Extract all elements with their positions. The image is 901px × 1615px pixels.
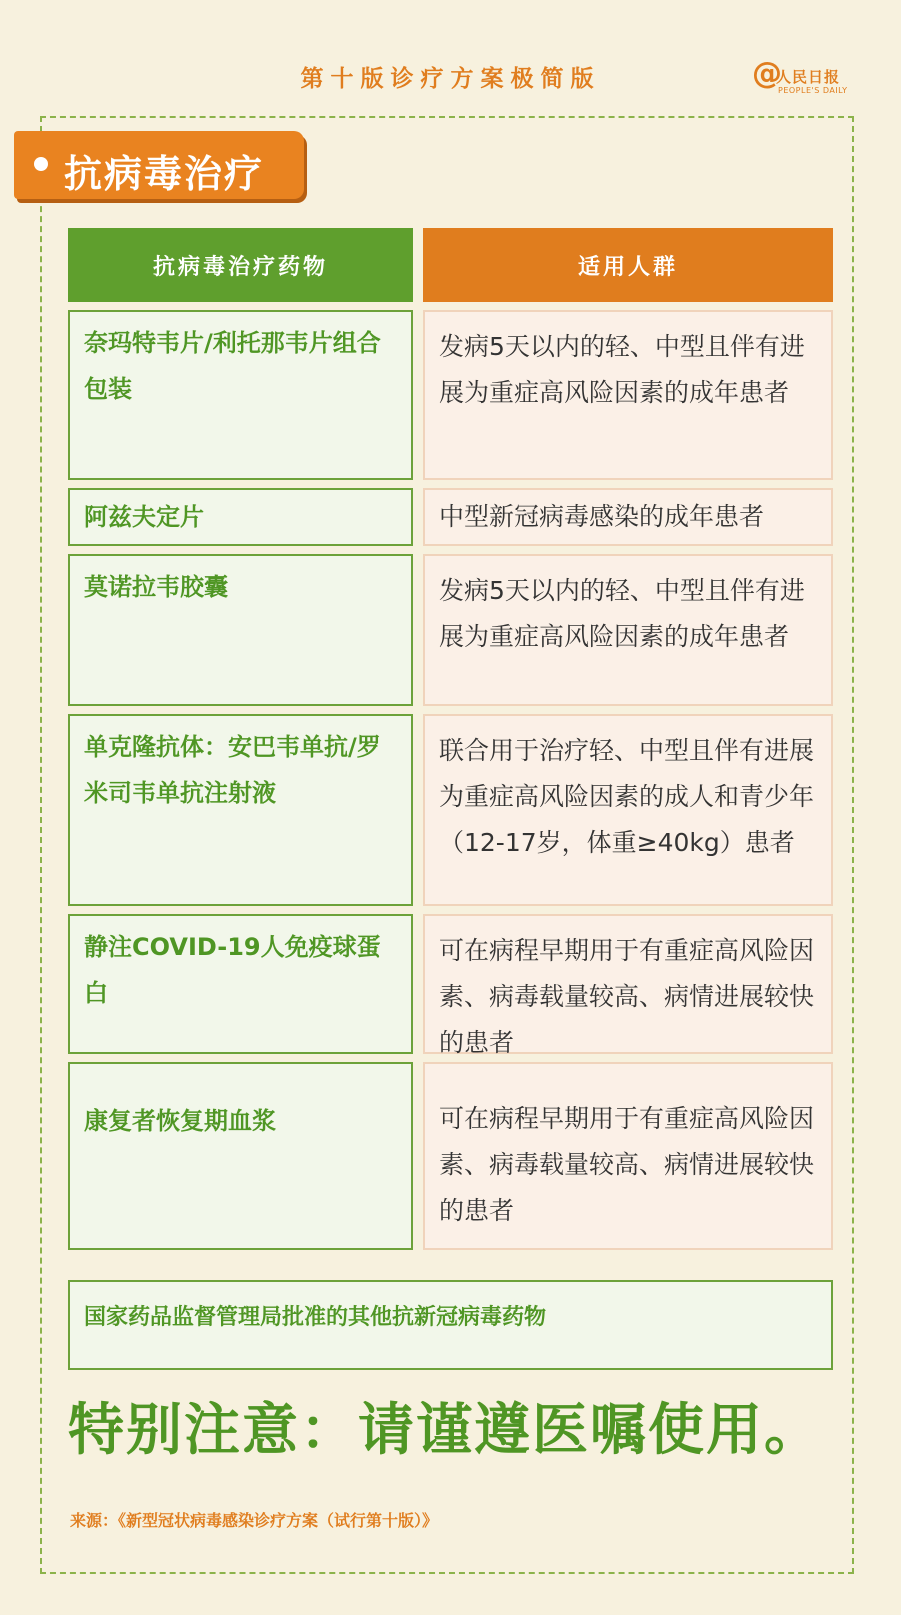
table-row: [68, 1062, 833, 1250]
peoples-daily-logo: [752, 56, 872, 102]
drug-cell: 康复者恢复期血浆: [68, 1062, 413, 1250]
population-cell: 发病5天以内的轻、中型且伴有进展为重症高风险因素的成年患者: [423, 554, 833, 706]
section-title: 抗病毒治疗: [64, 152, 265, 196]
section-tab: [14, 131, 304, 199]
table-row: [68, 914, 833, 1057]
table-row: [68, 554, 833, 706]
population-cell: 可在病程早期用于有重症高风险因素、病毒载量较高、病情进展较快的患者: [423, 914, 833, 1054]
page-header-title: 第十版诊疗方案极简版: [300, 66, 601, 92]
population-cell: 发病5天以内的轻、中型且伴有进展为重症高风险因素的成年患者: [423, 310, 833, 480]
logo-english-text: PEOPLE'S DAILY: [778, 86, 848, 95]
logo-chinese-text: 人民日报: [776, 68, 841, 86]
other-drugs-row: 国家药品监督管理局批准的其他抗新冠病毒药物: [68, 1280, 833, 1370]
drug-table: [68, 228, 833, 1258]
drug-cell: 莫诺拉韦胶囊: [68, 554, 413, 706]
header-population: 适用人群: [423, 228, 833, 302]
drug-cell: 奈玛特韦片/利托那韦片组合包装: [68, 310, 413, 480]
special-notice: 特别注意：请谨遵医嘱使用。: [68, 1398, 822, 1463]
population-cell: 可在病程早期用于有重症高风险因素、病毒载量较高、病情进展较快的患者: [423, 1062, 833, 1250]
population-cell: 联合用于治疗轻、中型且伴有进展为重症高风险因素的成人和青少年（12-17岁，体重≥40kg）患者: [423, 714, 833, 906]
table-row: [68, 310, 833, 480]
population-cell: 中型新冠病毒感染的成年患者: [423, 488, 833, 546]
drug-cell: 静注COVID-19人免疫球蛋白: [68, 914, 413, 1054]
source-citation: 来源：《新型冠状病毒感染诊疗方案（试行第十版）》: [70, 1511, 439, 1530]
table-header: [68, 228, 833, 302]
drug-cell: 单克隆抗体：安巴韦单抗/罗米司韦单抗注射液: [68, 714, 413, 906]
drug-cell: 阿兹夫定片: [68, 488, 413, 546]
table-row: [68, 714, 833, 906]
header-drug: 抗病毒治疗药物: [68, 228, 413, 302]
at-icon: @: [752, 56, 782, 91]
table-row: [68, 488, 833, 546]
bullet-dot-icon: [34, 157, 48, 171]
